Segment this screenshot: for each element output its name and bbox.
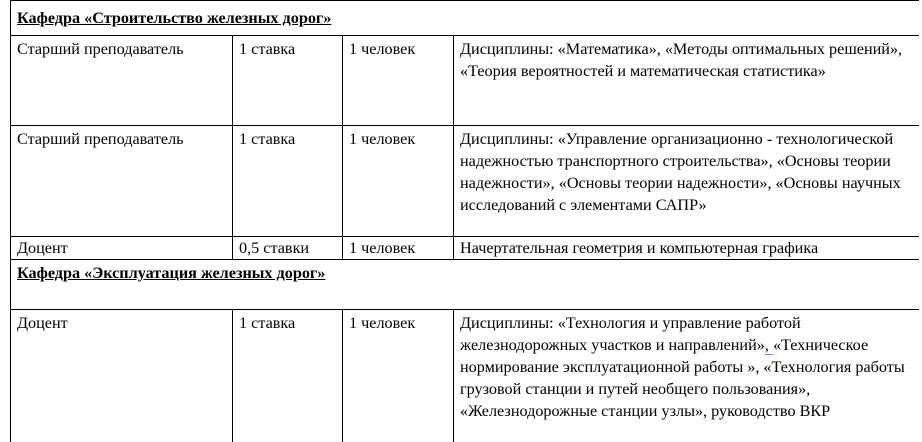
count-cell: 1 человек bbox=[343, 126, 454, 237]
description-cell bbox=[454, 310, 920, 442]
rate-cell: 0,5 ставки bbox=[233, 237, 343, 260]
document-page bbox=[10, 0, 919, 442]
department-title: Кафедра «Эксплуатация железных дорог» bbox=[11, 260, 920, 310]
rate-cell: 1 ставка bbox=[233, 126, 343, 237]
description-cell: Дисциплины: «Математика», «Методы оптимальных решений», «Теория вероятностей и математическая статистика» bbox=[454, 36, 920, 126]
position-cell: Доцент bbox=[11, 310, 233, 442]
table-row bbox=[11, 36, 920, 126]
rate-cell: 1 ставка bbox=[233, 310, 343, 442]
vacancy-table bbox=[10, 0, 919, 442]
description-text: «Техническое нормирование эксплуатационной работы », «Технология работы грузовой станции и путей необщего пользования», «Железнодорожные станции узлы», руководство ВКР bbox=[460, 336, 905, 420]
department-header-row bbox=[11, 260, 920, 310]
count-cell: 1 человек bbox=[343, 310, 454, 442]
position-cell: Старший преподаватель bbox=[11, 36, 233, 126]
description-cell: Дисциплины: «Управление организационно - технологической надежностью транспортного строительства», «Основы теории надежности», «Основы теории надежности», «Основы научных исследований с элементами САПР» bbox=[454, 126, 920, 237]
table-row bbox=[11, 126, 920, 237]
department-header-row bbox=[11, 1, 920, 36]
tracked-change-mark: , bbox=[764, 336, 773, 354]
table-row bbox=[11, 310, 920, 442]
description-cell: Начертательная геометрия и компьютерная графика bbox=[454, 237, 920, 260]
position-cell: Доцент bbox=[11, 237, 233, 260]
count-cell: 1 человек bbox=[343, 237, 454, 260]
count-cell: 1 человек bbox=[343, 36, 454, 126]
department-title: Кафедра «Строительство железных дорог» bbox=[11, 1, 920, 36]
table-row bbox=[11, 237, 920, 260]
description-text: Дисциплины: «Технология и управление работой железнодорожных участков и направлений» bbox=[460, 314, 801, 354]
rate-cell: 1 ставка bbox=[233, 36, 343, 126]
position-cell: Старший преподаватель bbox=[11, 126, 233, 237]
